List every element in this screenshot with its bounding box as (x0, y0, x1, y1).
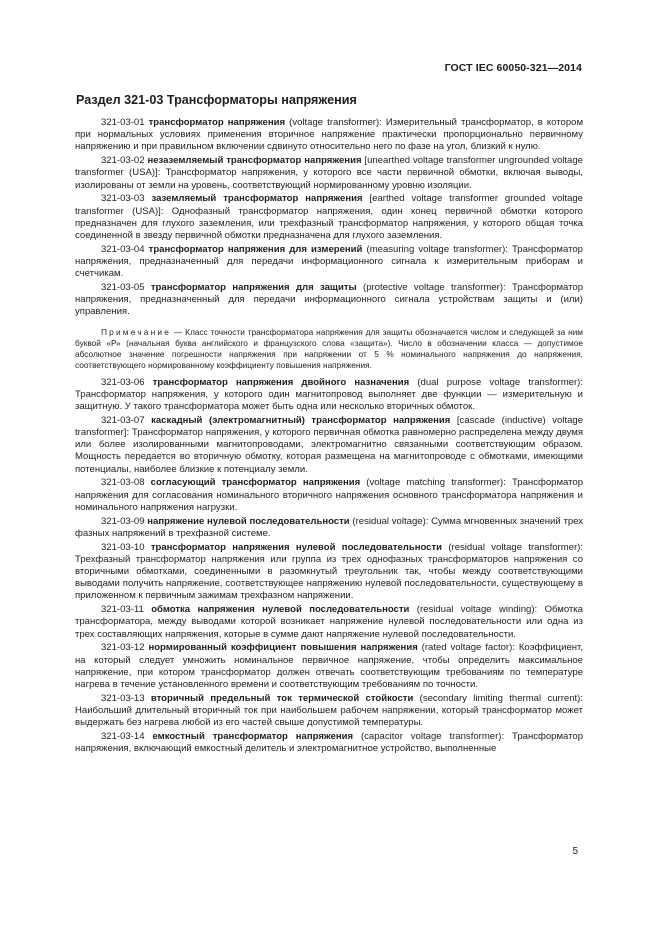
entry-number: 321-03-06 (101, 376, 145, 388)
term-entry (75, 731, 583, 755)
entry-term: каскадный (электромагнитный) трансформатор напряжения (151, 414, 451, 426)
term-entry (75, 193, 583, 242)
document-code: ГОСТ IEC 60050-321—2014 (444, 62, 582, 74)
entry-number: 321-03-10 (101, 541, 145, 553)
entry-text: (secondary limiting thermal current): Наибольший длительный вторичный ток при наибольшем рабочем напряжении, который трансформатор может выдержать без нагрева любой из его частей свыше допустимой температуры. (75, 692, 583, 729)
entry-number: 321-03-08 (101, 477, 145, 489)
entry-term: трансформатор напряжения для измерений (148, 243, 363, 255)
entry-number: 321-03-12 (101, 642, 145, 654)
entry-text: (residual voltage transformer): Трехфазный трансформатор напряжения или группа из трех однофазных трансформаторов напряжения со вторичными обмотками, соединенными в разомкнутый треугольник так, чтобы между соответствующими выводами получить напряжение, соответствующее напряжению нулевой последовательности, существующему в приложенном к первичным зажимам трехфазном напряжении. (75, 541, 583, 602)
note (75, 327, 583, 371)
entry-text: [earthed voltage transformer grounded voltage transformer (USA)]: Однофазный трансформатор напряжения, один конец первичной обмотки которого предназначен для глухого заземления, или трехфазный трансформатор напряжения, у которого общая точка соединенной в звезду первичной обмотки предназначена для глухого заземления. (75, 193, 583, 242)
entry-term: емкостный трансформатор напряжения (152, 731, 354, 743)
entry-text: (voltage matching transformer): Трансформатор напряжения для согласования номинального вторичного напряжения основного трансформатора напряжения и номинального напряжения нагрузки. (75, 477, 583, 513)
term-entry (75, 693, 583, 730)
entry-number: 321-03-11 (101, 604, 144, 616)
entry-term: незаземляемый трансформатор напряжения (147, 155, 362, 167)
term-entry (75, 604, 583, 641)
entry-number: 321-03-02 (101, 155, 145, 167)
entry-term: трансформатор напряжения (148, 117, 286, 128)
term-entry (75, 477, 583, 514)
entry-text: (residual voltage): Сумма мгновенных значений трех фазных напряжений в трехфазной системе. (75, 515, 584, 539)
term-entry (75, 415, 583, 476)
entry-term: согласующий трансформатор напряжения (150, 477, 361, 489)
entry-number: 321-03-14 (101, 731, 145, 743)
note-label: Примечание (101, 326, 172, 337)
entry-text: (residual voltage winding): Обмотка трансформатора, между выводами которой возникает напряжение нулевой последовательности или одна из трех составляющих напряжения, которые в сумме дают напряжение нулевой последовательности. (75, 604, 583, 640)
entry-number: 321-03-03 (101, 193, 145, 205)
term-entry (75, 244, 583, 281)
entry-term: трансформатор напряжения двойного назначения (152, 376, 410, 388)
entry-term: трансформатор напряжения для защиты (150, 282, 357, 294)
entry-number: 321-03-07 (101, 414, 145, 426)
entry-term: напряжение нулевой последовательности (147, 515, 350, 527)
term-entry (75, 516, 583, 540)
term-entry (75, 155, 583, 192)
term-entry (75, 282, 583, 319)
entry-text: (dual purpose voltage transformer): Трансформатор напряжения, у которого один магнитопровод выполняет две функции — измерительную и защитную. У такого трансформатора может быть одна или несколько вторичных обмоток. (75, 376, 584, 413)
entry-number: 321-03-05 (101, 282, 145, 294)
page-number: 5 (572, 846, 578, 857)
entry-term: заземляемый трансформатор напряжения (151, 193, 363, 205)
entry-text: (protective voltage transformer): Трансформатор напряжения, предназначенный для передачи информационного сигнала устройствам защиты и (или) управления. (75, 282, 583, 318)
term-entry (75, 642, 583, 691)
entry-text: (measuring voltage transformer): Трансформатор напряжения, предназначенный для передачи информационного сигнала к измерительным приборам и счетчикам. (75, 243, 583, 280)
entry-text: [cascade (inductive) voltage transformer]: Трансформатор напряжения, у которого первичная обмотка равномерно распределена между двумя или более изолированными магнитопроводами, электромагнитно связанными соответствующим образом. Мощность передается во вторичную обмотку, которая размещена на магнитопроводе с обмотками, имеющими потенциалы, наиболее близкие к потенциалу земли. (75, 414, 584, 475)
entry-number: 321-03-13 (101, 692, 145, 704)
entry-text: (rated voltage factor): Коэффициент, на который следует умножить номинальное первичное напряжение, чтобы определить максимальное напряжение, при котором трансформатор должен отвечать соответствующим требованиям по температуре нагрева в течение установленного времени и соответствующим требованиям по точности. (75, 642, 583, 691)
entry-term: нормированный коэффициент повышения напряжения (148, 642, 418, 654)
entry-number: 321-03-01 (101, 117, 145, 128)
entry-text: (voltage transformer): Измерительный трансформатор, в котором при нормальных условиях применения вторичное напряжение практически пропорционально первичному напряжению и при правильном включении сдвинуто относительно него по фазе на угол, близкий к нулю. (75, 117, 584, 153)
term-entry (75, 117, 583, 154)
term-entry (75, 377, 583, 414)
note-text: — Класс точности трансформатора напряжения для защиты обозначается числом и следующей за ним буквой «Р» (начальная буква английского и французского слова «защита»). Число в обозначении класса — допустимое абсолютное значение погрешности напряжения при напряжении от 5 % номинального напряжения до напряжения, соответствующего нормированному коэффициенту повышения напряжения. (75, 326, 583, 370)
entry-text: (capacitor voltage transformer): Трансформатор напряжения, включающий емкостный делитель и электромагнитное устройство, выполненные (75, 731, 584, 755)
entry-number: 321-03-04 (101, 243, 145, 255)
content (75, 117, 583, 757)
entry-term: вторичный предельный ток термической стойкости (150, 692, 414, 704)
entry-term: трансформатор напряжения нулевой последовательности (150, 541, 443, 553)
entry-term: обмотка напряжения нулевой последовательности (151, 604, 410, 616)
entry-text: [unearthed voltage transformer ungrounded voltage transformer (USA)]: Трансформатор напряжения, у которого все части первичной обмотки, включая выводы, изолированы от земли на уровень, соответствующий нормированному уровню изоляции. (75, 155, 583, 191)
term-entry (75, 542, 583, 603)
entry-number: 321-03-09 (101, 515, 145, 527)
section-title: Раздел 321-03 Трансформаторы напряжения (76, 93, 357, 107)
